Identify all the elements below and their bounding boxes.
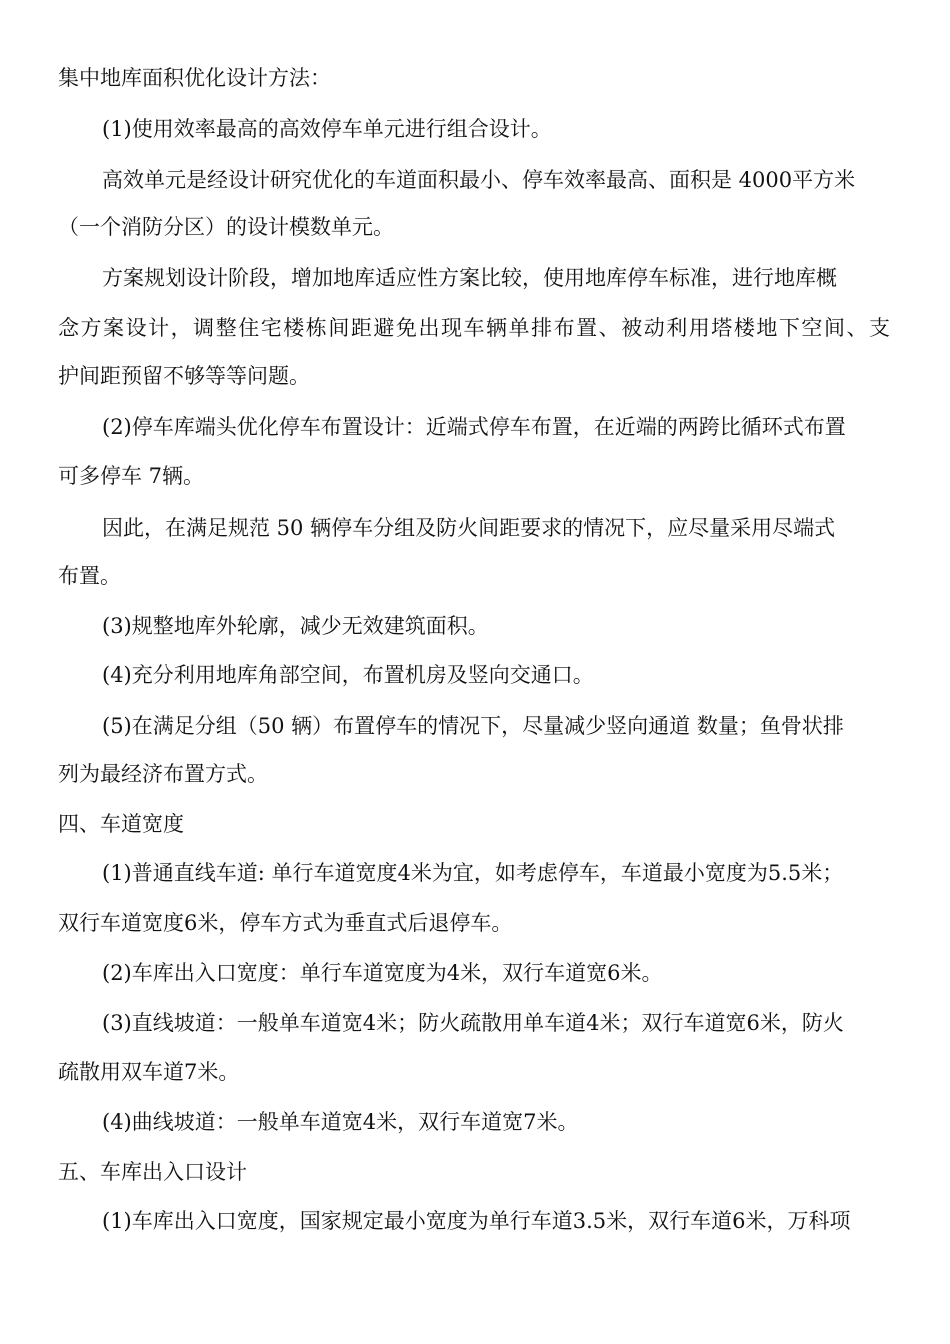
text-line: 方案规划设计阶段，增加地库适应性方案比较，使用地库停车标准，进行地库概 <box>102 266 837 290</box>
text-line: （一个消防分区）的设计模数单元。 <box>58 215 394 239</box>
text-line: 因此，在满足规范 50 辆停车分组及防火间距要求的情况下，应尽量采用尽端式 <box>102 516 836 540</box>
text-line: (1)使用效率最高的高效停车单元进行组合设计。 <box>102 117 552 141</box>
text-line: (2)停车库端头优化停车布置设计：近端式停车布置，在近端的两跨比循环式布置 <box>102 415 846 439</box>
text-line: 集中地库面积优化设计方法： <box>58 66 331 90</box>
text-line: (1)普通直线车道: 单行车道宽度4米为宜，如考虑停车，车道最小宽度为5.5米； <box>102 861 844 885</box>
text-line: 可多停车 7辆。 <box>58 464 205 488</box>
text-line: (2)车库出入口宽度：单行车道宽度为4米，双行车道宽6米。 <box>102 961 663 985</box>
text-line: 疏散用双车道7米。 <box>58 1060 240 1084</box>
text-line: (1)车库出入口宽度，国家规定最小宽度为单行车道3.5米，双行车道6米，万科项 <box>102 1209 851 1233</box>
section-heading: 四、车道宽度 <box>58 812 184 836</box>
text-line: (5)在满足分组（50 辆）布置停车的情况下，尽量减少竖向通道 数量；鱼骨状排 <box>102 714 844 738</box>
section-heading: 五、车库出入口设计 <box>58 1160 247 1184</box>
text-line: (4)充分利用地库角部空间，布置机房及竖向交通口。 <box>102 663 594 687</box>
text-line: 列为最经济布置方式。 <box>58 762 268 786</box>
text-line: (3)直线坡道：一般单车道宽4米；防火疏散用单车道4米；双行车道宽6米，防火 <box>102 1011 844 1035</box>
text-line: 高效单元是经设计研究优化的车道面积最小、停车效率最高、面积是 4000平方米 <box>102 168 856 192</box>
text-line: 念方案设计，调整住宅楼栋间距避免出现车辆单排布置、被动利用塔楼地下空间、支 <box>58 316 890 340</box>
text-line: (4)曲线坡道：一般单车道宽4米，双行车道宽7米。 <box>102 1110 579 1134</box>
text-line: 布置。 <box>58 564 121 588</box>
text-line: (3)规整地库外轮廓，减少无效建筑面积。 <box>102 614 489 638</box>
text-line: 双行车道宽度6米，停车方式为垂直式后退停车。 <box>58 911 513 935</box>
text-line: 护间距预留不够等等问题。 <box>58 364 310 388</box>
